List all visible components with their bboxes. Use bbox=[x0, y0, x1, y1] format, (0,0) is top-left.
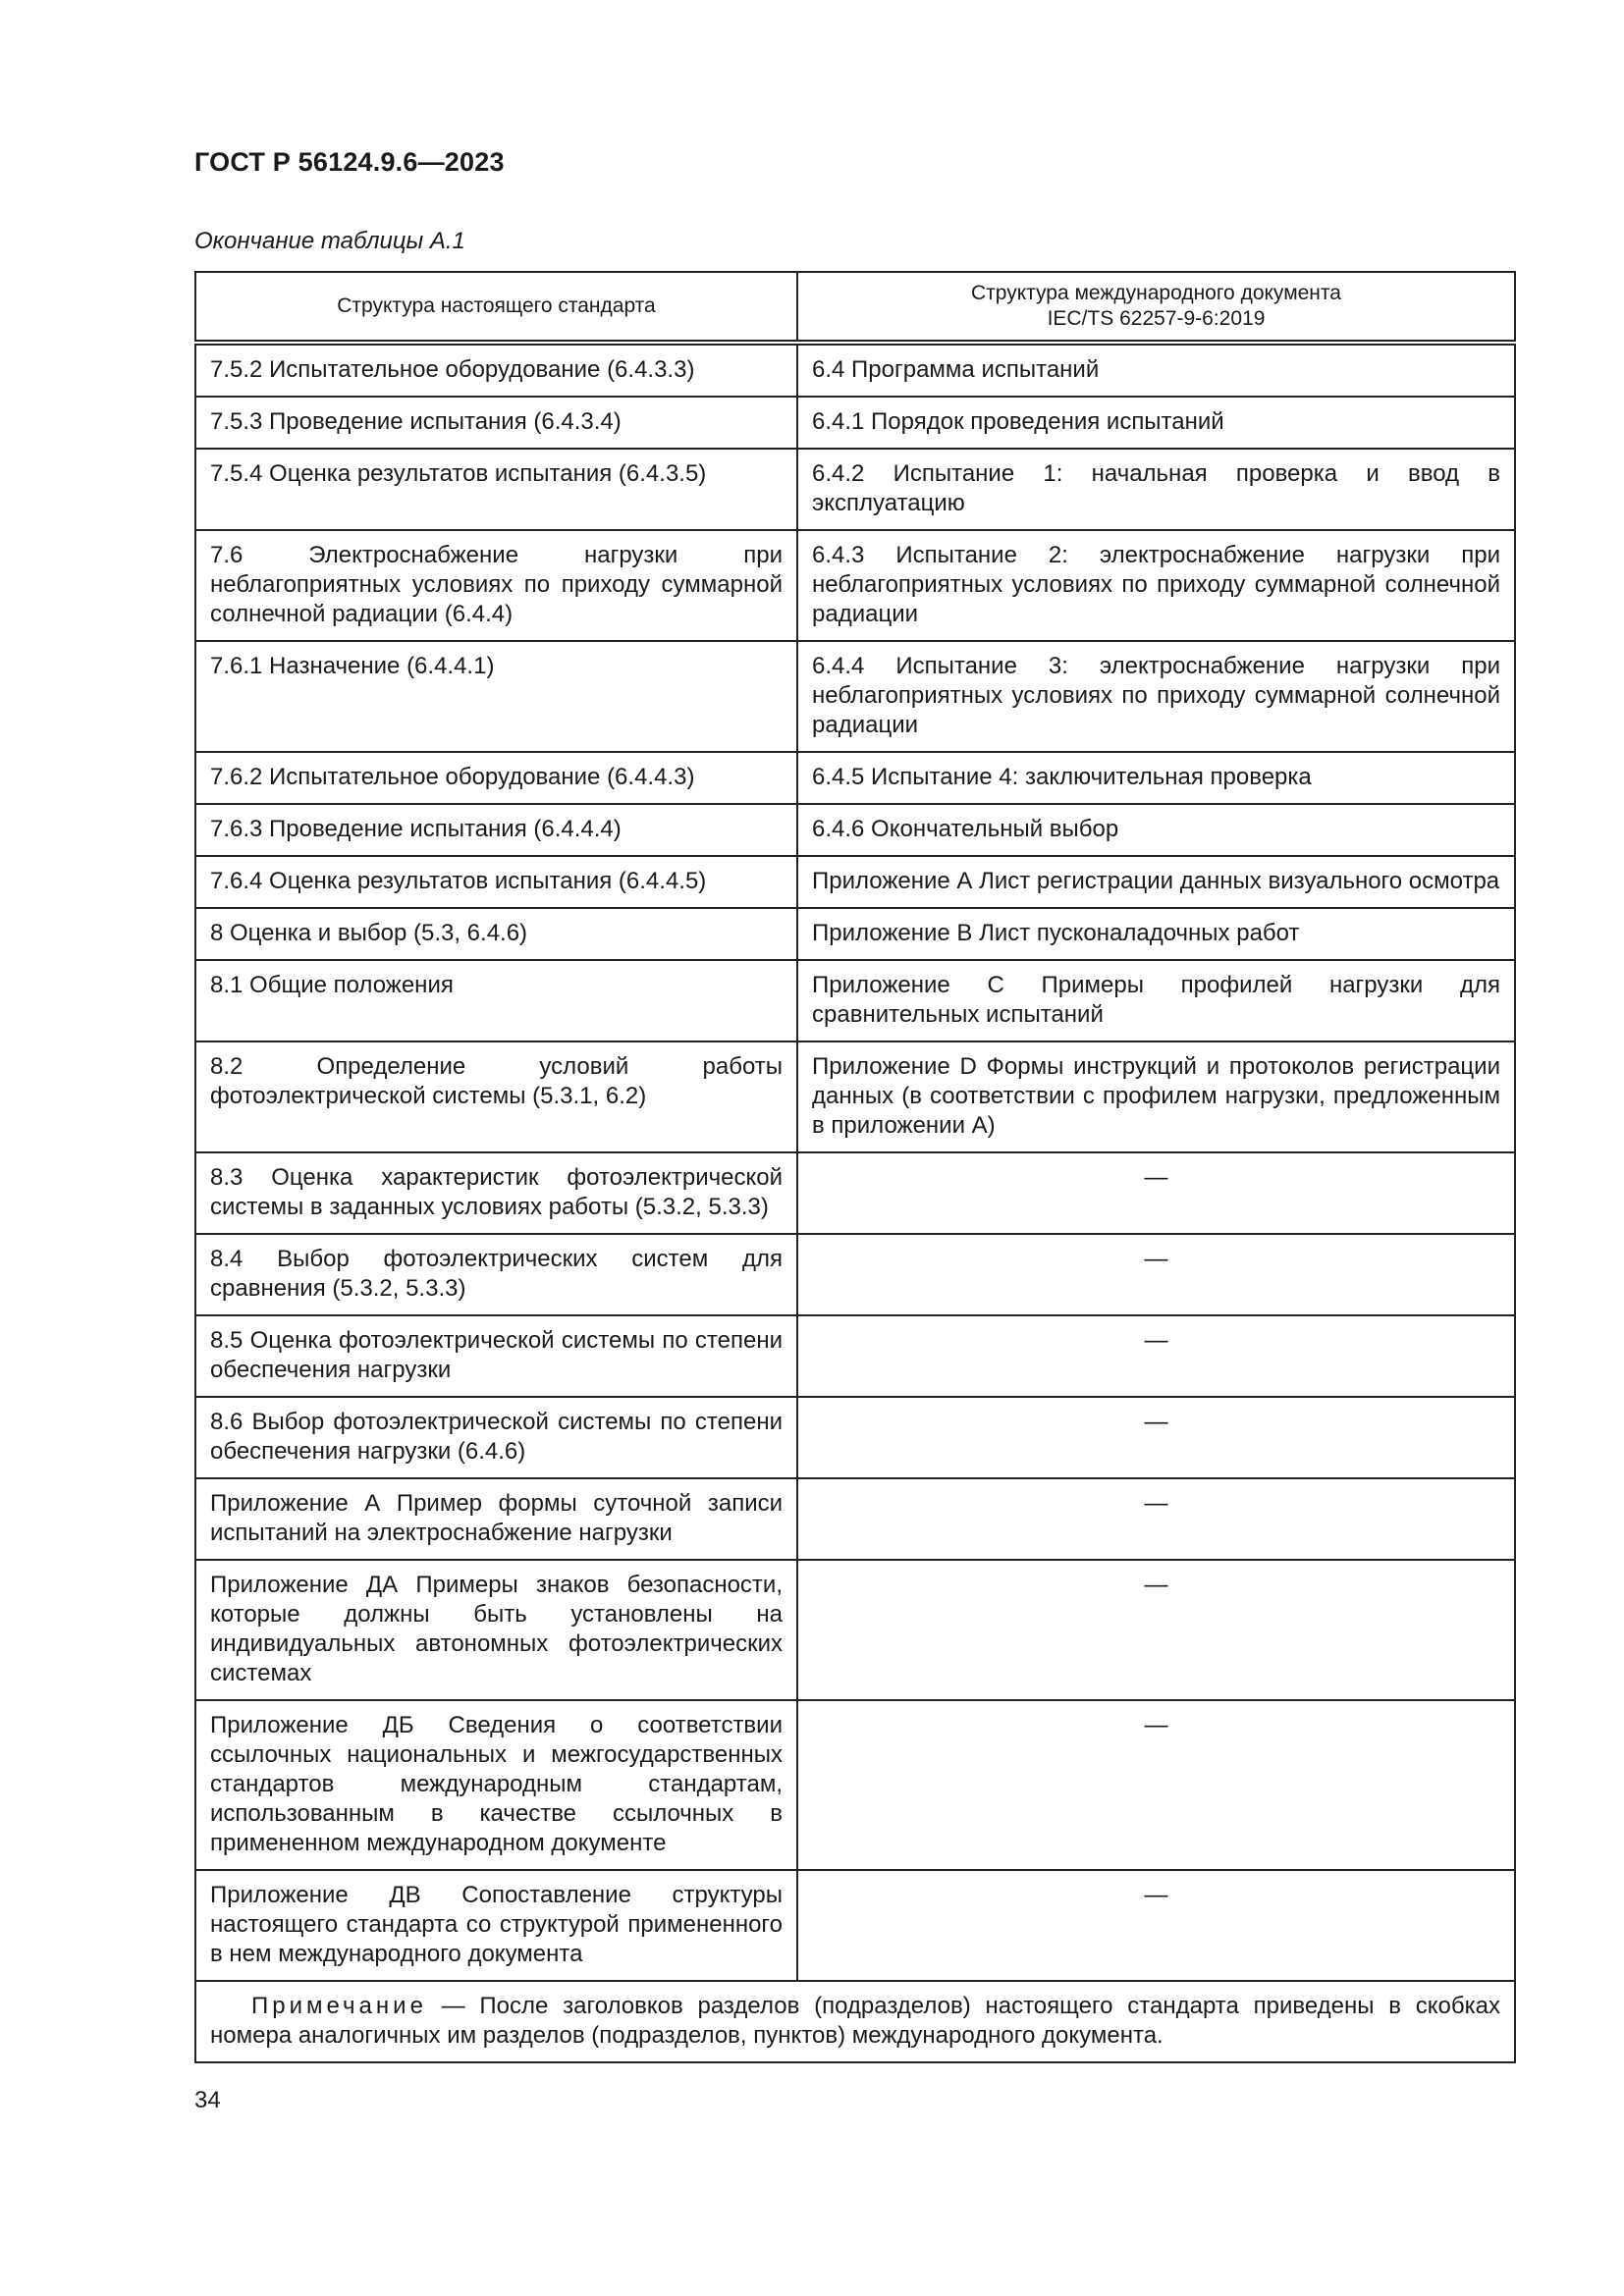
cell-national-text: 7.6.3 Проведение испытания (6.4.4.4) bbox=[210, 816, 622, 842]
cell-national-section bbox=[195, 449, 797, 530]
table-note-row bbox=[195, 1981, 1515, 2062]
cell-national-section bbox=[195, 530, 797, 641]
cell-international-section bbox=[797, 343, 1515, 397]
cell-international-text: 6.4 Программа испытаний bbox=[812, 356, 1100, 383]
cell-national-text: Приложение А Пример формы суточной записи испытаний на электроснабжение нагрузки bbox=[210, 1490, 783, 1546]
table-row bbox=[195, 804, 1515, 856]
table-row bbox=[195, 752, 1515, 804]
cell-national-text: 8.5 Оценка фотоэлектрической системы по степени обеспечения нагрузки bbox=[210, 1327, 783, 1383]
cell-national-section bbox=[195, 641, 797, 752]
cell-international-section bbox=[797, 1152, 1515, 1234]
cell-national-text: 8.6 Выбор фотоэлектрической системы по степени обеспечения нагрузки (6.4.6) bbox=[210, 1409, 783, 1465]
table-row bbox=[195, 1397, 1515, 1478]
cell-national-text: 7.5.2 Испытательное оборудование (6.4.3.3) bbox=[210, 356, 695, 383]
cell-international-section bbox=[797, 908, 1515, 960]
cell-international-text: — bbox=[1144, 1882, 1168, 1908]
cell-national-section bbox=[195, 856, 797, 908]
column-header-national bbox=[195, 272, 797, 343]
cell-national-section bbox=[195, 397, 797, 449]
column-header-international bbox=[797, 272, 1515, 343]
cell-international-text: 6.4.5 Испытание 4: заключительная проверка bbox=[812, 764, 1312, 790]
cell-national-text: 7.6.1 Назначение (6.4.4.1) bbox=[210, 653, 495, 679]
table-row bbox=[195, 343, 1515, 397]
table-header-row bbox=[195, 272, 1515, 343]
cell-national-section bbox=[195, 1152, 797, 1234]
cell-international-section bbox=[797, 1397, 1515, 1478]
cell-national-section bbox=[195, 1397, 797, 1478]
cell-national-text: 7.6.4 Оценка результатов испытания (6.4.4.5) bbox=[210, 868, 707, 894]
cell-international-section bbox=[797, 530, 1515, 641]
cell-national-text: 8.3 Оценка характеристик фотоэлектрической системы в заданных условиях работы (5.3.2, 5.3.3) bbox=[210, 1164, 783, 1220]
table-row bbox=[195, 1870, 1515, 1981]
table-row bbox=[195, 641, 1515, 752]
cell-international-text: Приложение D Формы инструкций и протоколов регистрации данных (в соответствии с профилем нагрузки, предложенным в приложении А) bbox=[812, 1053, 1500, 1139]
cell-national-section bbox=[195, 908, 797, 960]
table-row bbox=[195, 1478, 1515, 1560]
note-text: — После заголовков разделов (подразделов) настоящего стандарта приведены в скобках номера аналогичных им разделов (подразделов, пунктов) международного документа. bbox=[210, 1993, 1500, 2049]
table-row bbox=[195, 1234, 1515, 1315]
cell-national-text: 7.5.3 Проведение испытания (6.4.3.4) bbox=[210, 408, 622, 435]
cell-international-text: — bbox=[1144, 1572, 1168, 1598]
cell-national-section bbox=[195, 1478, 797, 1560]
cell-national-text: 8.2 Определение условий работы фотоэлектрической системы (5.3.1, 6.2) bbox=[210, 1053, 783, 1109]
cell-national-section bbox=[195, 1870, 797, 1981]
table-note bbox=[195, 1981, 1515, 2062]
cell-national-text: 7.5.4 Оценка результатов испытания (6.4.3.5) bbox=[210, 460, 707, 487]
cell-national-section bbox=[195, 1234, 797, 1315]
table-row bbox=[195, 960, 1515, 1041]
cell-international-text: Приложение А Лист регистрации данных визуального осмотра bbox=[812, 868, 1500, 894]
cell-international-section bbox=[797, 960, 1515, 1041]
cell-international-text: — bbox=[1144, 1490, 1168, 1517]
cell-international-section bbox=[797, 641, 1515, 752]
table-row bbox=[195, 1560, 1515, 1700]
cell-international-section bbox=[797, 1700, 1515, 1870]
table-row bbox=[195, 1700, 1515, 1870]
cell-national-section bbox=[195, 1315, 797, 1397]
page-number: 34 bbox=[194, 2087, 221, 2113]
table-row bbox=[195, 1152, 1515, 1234]
column-header-international-doc: IEC/TS 62257-9-6:2019 bbox=[1047, 307, 1266, 330]
column-header-national-label: Структура настоящего стандарта bbox=[337, 294, 656, 317]
cell-international-text: 6.4.1 Порядок проведения испытаний bbox=[812, 408, 1224, 435]
note-label: Примечание bbox=[251, 1993, 427, 2019]
table-row bbox=[195, 449, 1515, 530]
cell-national-section bbox=[195, 1560, 797, 1700]
cell-international-section bbox=[797, 397, 1515, 449]
cell-national-text: Приложение ДА Примеры знаков безопасности, которые должны быть установлены на индивидуальных автономных фотоэлектрических системах bbox=[210, 1572, 783, 1686]
cell-international-text: — bbox=[1144, 1409, 1168, 1435]
structure-comparison-table bbox=[194, 271, 1516, 2063]
table-row bbox=[195, 397, 1515, 449]
cell-national-text: 8 Оценка и выбор (5.3, 6.4.6) bbox=[210, 920, 528, 946]
cell-national-section bbox=[195, 752, 797, 804]
cell-international-section bbox=[797, 1560, 1515, 1700]
cell-international-text: Приложение С Примеры профилей нагрузки для сравнительных испытаний bbox=[812, 972, 1500, 1028]
table-caption: Окончание таблицы А.1 bbox=[194, 228, 465, 254]
cell-international-section bbox=[797, 1870, 1515, 1981]
cell-national-text: 7.6 Электроснабжение нагрузки при неблагоприятных условиях по приходу суммарной солнечной радиации (6.4.4) bbox=[210, 542, 783, 627]
cell-international-section bbox=[797, 1234, 1515, 1315]
table-row bbox=[195, 530, 1515, 641]
table-row bbox=[195, 1315, 1515, 1397]
cell-international-section bbox=[797, 1041, 1515, 1152]
cell-international-text: 6.4.2 Испытание 1: начальная проверка и ввод в эксплуатацию bbox=[812, 460, 1500, 516]
table-row bbox=[195, 856, 1515, 908]
cell-national-section bbox=[195, 960, 797, 1041]
cell-international-text: 6.4.3 Испытание 2: электроснабжение нагрузки при неблагоприятных условиях по приходу суммарной солнечной радиации bbox=[812, 542, 1500, 627]
cell-international-text: — bbox=[1144, 1246, 1168, 1272]
cell-national-text: 8.4 Выбор фотоэлектрических систем для сравнения (5.3.2, 5.3.3) bbox=[210, 1246, 783, 1302]
column-header-international-label: Структура международного документа bbox=[971, 282, 1341, 304]
cell-international-section bbox=[797, 1478, 1515, 1560]
cell-international-text: — bbox=[1144, 1164, 1168, 1191]
cell-international-text: 6.4.6 Окончательный выбор bbox=[812, 816, 1119, 842]
cell-national-text: Приложение ДВ Сопоставление структуры настоящего стандарта со структурой примененного в нем международного документа bbox=[210, 1882, 783, 1967]
cell-international-text: — bbox=[1144, 1327, 1168, 1354]
cell-national-text: Приложение ДБ Сведения о соответствии ссылочных национальных и межгосударственных стандартов международным стандартам, использованным в качестве ссылочных в примененном международном документе bbox=[210, 1712, 783, 1856]
cell-national-section bbox=[195, 804, 797, 856]
cell-national-section bbox=[195, 1700, 797, 1870]
table-row bbox=[195, 908, 1515, 960]
cell-international-section bbox=[797, 804, 1515, 856]
cell-international-text: — bbox=[1144, 1712, 1168, 1738]
cell-national-section bbox=[195, 343, 797, 397]
cell-national-text: 7.6.2 Испытательное оборудование (6.4.4.3) bbox=[210, 764, 695, 790]
cell-national-section bbox=[195, 1041, 797, 1152]
cell-international-text: Приложение В Лист пусконаладочных работ bbox=[812, 920, 1300, 946]
table-row bbox=[195, 1041, 1515, 1152]
cell-international-section bbox=[797, 1315, 1515, 1397]
document-id: ГОСТ Р 56124.9.6—2023 bbox=[194, 147, 505, 177]
cell-international-section bbox=[797, 856, 1515, 908]
cell-national-text: 8.1 Общие положения bbox=[210, 972, 454, 998]
cell-international-text: 6.4.4 Испытание 3: электроснабжение нагрузки при неблагоприятных условиях по приходу суммарной солнечной радиации bbox=[812, 653, 1500, 738]
cell-international-section bbox=[797, 752, 1515, 804]
cell-international-section bbox=[797, 449, 1515, 530]
